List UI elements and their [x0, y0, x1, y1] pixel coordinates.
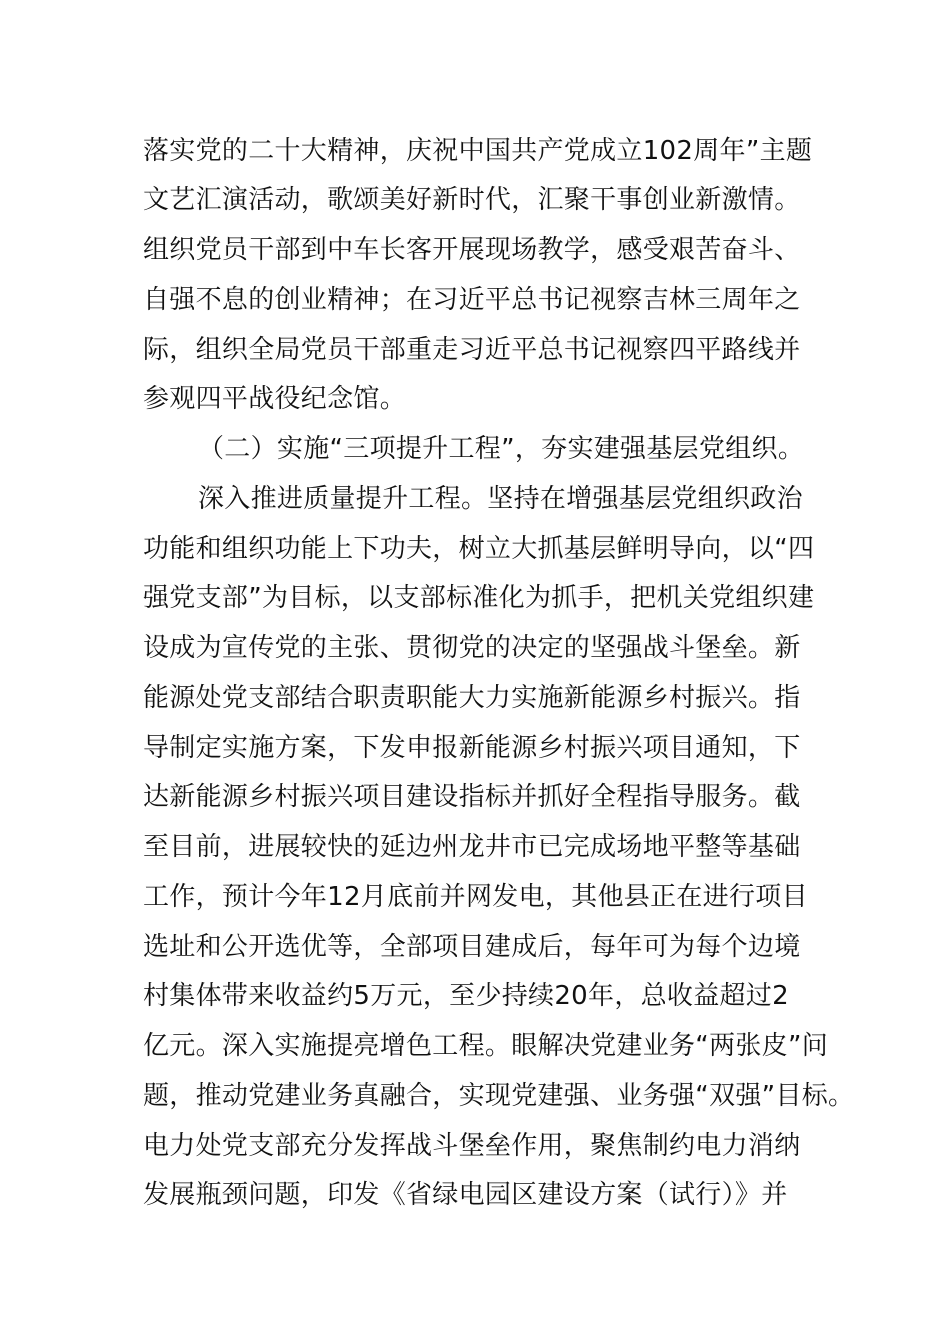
text-line: 自强不息的创业精神；在习近平总书记视察吉林三周年之	[143, 285, 801, 315]
text-line: 能源处党支部结合职责职能大力实施新能源乡村振兴。指	[143, 683, 801, 713]
text-line: 工作，预计今年12月底前并网发电，其他县正在进行项目	[143, 882, 808, 912]
text-line: 村集体带来收益约5万元，至少持续20年，总收益超过2	[143, 981, 789, 1011]
text-line: 题，推动党建业务真融合，实现党建强、业务强“双强”目标。	[143, 1081, 855, 1111]
text-line: 落实党的二十大精神，庆祝中国共产党成立102周年”主题	[143, 136, 813, 166]
text-line: 功能和组织功能上下功夫，树立大抓基层鲜明导向，以“四	[143, 534, 815, 564]
section-heading: （二）实施“三项提升工程”，夯实建强基层党组织。	[198, 434, 805, 464]
text-line: 强党支部”为目标，以支部标准化为抓手，把机关党组织建	[143, 583, 815, 613]
text-line: 电力处党支部充分发挥战斗堡垒作用，聚焦制约电力消纳	[143, 1131, 801, 1161]
text-line: 参观四平战役纪念馆。	[143, 384, 407, 414]
text-line: 导制定实施方案，下发申报新能源乡村振兴项目通知，下	[143, 733, 801, 763]
text-line: 至目前，进展较快的延边州龙井市已完成场地平整等基础	[143, 832, 801, 862]
text-line: 达新能源乡村振兴项目建设指标并抓好全程指导服务。截	[143, 782, 801, 812]
text-line: 亿元。深入实施提亮增色工程。眼解决党建业务“两张皮”问	[143, 1031, 829, 1061]
text-line: 设成为宣传党的主张、贯彻党的决定的坚强战斗堡垒。新	[143, 633, 801, 663]
text-line: 组织党员干部到中车长客开展现场教学，感受艰苦奋斗、	[143, 235, 801, 265]
text-line: 发展瓶颈问题，印发《省绿电园区建设方案（试行）》并	[143, 1180, 788, 1210]
text-line: 际，组织全局党员干部重走习近平总书记视察四平路线并	[143, 335, 801, 365]
paragraph-first-line: 深入推进质量提升工程。坚持在增强基层党组织政治	[198, 484, 803, 514]
text-line: 选址和公开选优等，全部项目建成后，每年可为每个边境	[143, 932, 801, 962]
text-line: 文艺汇演活动，歌颂美好新时代，汇聚干事创业新激情。	[143, 185, 801, 215]
